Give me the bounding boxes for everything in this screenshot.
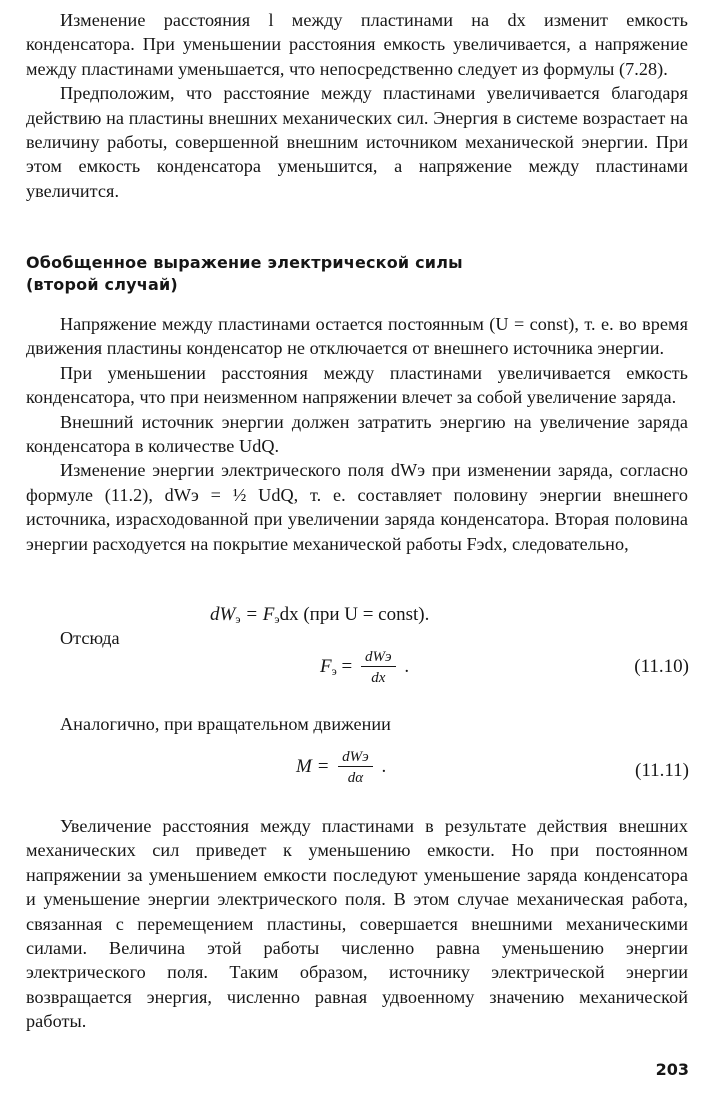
formula-force [320, 648, 409, 687]
formula-2-equals: = [341, 655, 357, 677]
text-block-middle [26, 312, 688, 556]
formula-3-dot: . [381, 755, 387, 777]
formula-1-sub-e: э [235, 612, 241, 626]
paragraph-capacitance-change: Изменение расстояния l между пластинами на dx изменит емкость конденсатора. При уменьшении расстояния емкость увеличивается, а напряжение между пластинами уменьшается, что непосредственно следует из формулы (7.28). [26, 10, 688, 79]
formula-2-fraction [361, 648, 396, 687]
text-block-bottom [26, 814, 688, 1034]
formula-3-fraction [338, 748, 373, 787]
formula-work-balance [210, 604, 429, 627]
formula-2-denominator: dx [371, 670, 386, 686]
text-block-top [26, 8, 688, 203]
formula-1-F: = F [240, 604, 275, 625]
formula-1-dW: dW [210, 604, 236, 625]
paragraph-charge-increase: При уменьшении расстояния между пластинами увеличивается емкость конденсатора, что при неизменном напряжении влечет за собой увеличение заряда. [26, 362, 688, 408]
formula-3-denominator: dα [347, 770, 364, 786]
formula-2-numerator: dWэ [361, 648, 396, 667]
formula-2-sub-e: э [331, 663, 337, 678]
formula-2-F: F [320, 655, 332, 677]
section-heading-line-1: Обобщенное выражение электрической силы [26, 253, 463, 272]
paragraph-energy-return: Увеличение расстояния между пластинами в результате действия внешних механических сил приведет к уменьшению емкости. Но при постоянном напряжении за уменьшением емкости последуют уменьшение заряда конденсатора и уменьшение энергии электрического поля. В этом случае механическая работа, связанная с перемещением пластины, совершается внешними механическими силами. Величина этой работы численно равна уменьшению энергии электрического поля. Таким образом, источнику электрической энергии возвращается энергия, численно равная удвоенному значению механической работы. [26, 816, 688, 1032]
formula-1-rest: dx (при U = const). [279, 604, 430, 625]
paragraph-otsyuda: Отсюда [60, 628, 120, 648]
page-number: 203 [655, 1060, 689, 1079]
formula-1-sub-e-2: э [274, 612, 280, 626]
equation-number-11-11: (11.11) [635, 760, 689, 781]
paragraph-constant-voltage: Напряжение между пластинами остается постоянным (U = const), т. е. во время движения пластины конденсатор не отключается от внешнего источника энергии. [26, 314, 688, 359]
formula-3-M: M = [296, 755, 330, 777]
section-heading [26, 252, 586, 296]
section-heading-line-2: (второй случай) [26, 275, 178, 294]
formula-2-dot: . [404, 655, 410, 677]
paragraph-external-forces: Предположим, что расстояние между пластинами увеличивается благодаря действию на пластины внешних механических сил. Энергия в системе возрастает на величину работы, совершенной внешним источником механической энергии. При этом емкость конденсатора уменьшится, а напряжение между пластинами увеличится. [26, 83, 688, 201]
formula-3-numerator: dWэ [338, 748, 373, 767]
text-lead-otsyuda [26, 626, 688, 650]
text-lead-rotation [26, 712, 688, 736]
equation-number-11-10: (11.10) [634, 656, 689, 677]
formula-torque [296, 748, 386, 787]
paragraph-external-energy: Внешний источник энергии должен затратить энергию на увеличение заряда конденсатора в количестве UdQ. [26, 411, 688, 457]
paragraph-rotation: Аналогично, при вращательном движении [60, 714, 391, 734]
paragraph-energy-change: Изменение энергии электрического поля dWэ при изменении заряда, согласно формуле (11.2), dWэ = ½ UdQ, т. е. составляет половину энергии внешнего источника, израсходованной при увеличении заряда конденсатора. Вторая половина энергии расходуется на покрытие механической работы Fэdx, следовательно, [26, 460, 688, 554]
